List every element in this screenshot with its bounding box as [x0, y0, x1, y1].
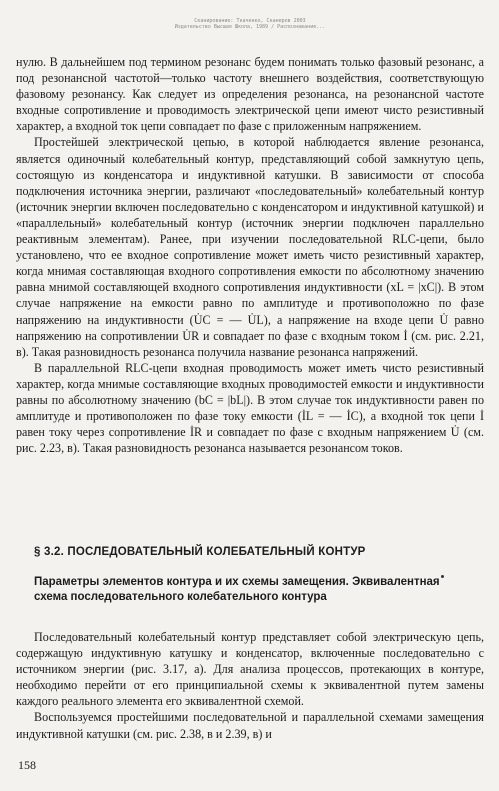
section-text: [16, 629, 484, 742]
page-number: 158: [18, 758, 36, 772]
paragraph-4: Последовательный колебательный контур представляет собой электрическую цепь, содержащую индуктивную катушку и конденсатор, включенные последовательно с источником энергии (рис. 3.17, а). Для анализа процессов, протекающих в контуре, необходимо перейти от его принципиальной схемы к эквивалентной путем замены каждого реального элемента его эквивалентной схемой.: [16, 630, 484, 709]
scan-watermark: [150, 18, 350, 30]
watermark-line-2: Издательство Высшая Школа, 1989 / Распознавание...: [174, 24, 326, 30]
paragraph-5: Воспользуемся простейшими последовательной и параллельной схемами замещения индуктивной катушки (см. рис. 2.38, в и 2.39, в) и: [16, 710, 484, 741]
watermark-line-1: Сканирование: Ткаченко, Сканеров 2003: [194, 18, 306, 24]
main-text: [16, 54, 484, 456]
paragraph-2: Простейшей электрической цепью, в которой наблюдается явление резонанса, является одиночный колебательный контур, представляющий собой замкнутую цепь, состоящую из конденсатора и индуктивной катушки. В зависимости от способа подключения источника энергии, различают «последовательный» колебательный контур (источник энергии включен последовательно с конденсатором и индуктивной катушкой) и «параллельный» колебательный контур (источник энергии подключен параллельно реактивным элементам). Ранее, при изучении последовательной RLC-цепи, было установлено, что ее входное сопротивление может иметь чисто резистивный характер, когда мнимая составляющая входного сопротивления емкости по абсолютному значению равна мнимой составляющей входного сопротивления индуктивности (xL = |xC|). В этом случае напряжение на емкости равно по амплитуде и противоположно по фазе напряжению на индуктивности (U̇C = — U̇L), а напряжение на входе цепи U̇ равно напряжению на сопротивлении U̇R и совпадает по фазе с входным током İ (см. рис. 2.21, в). Такая разновидность резонанса получила название резонанса напряжений.: [16, 135, 484, 359]
section-heading: § 3.2. ПОСЛЕДОВАТЕЛЬНЫЙ КОЛЕБАТЕЛЬНЫЙ КОНТУР: [34, 546, 366, 558]
paragraph-3: В параллельной RLC-цепи входная проводимость может иметь чисто резистивный характер, когда мнимые составляющие входных проводимостей емкости и индуктивности равны по абсолютному значению (bC = |bL|). В этом случае ток индуктивности равен по амплитуде и противоположен по фазе току емкости (İL = — İC), а входной ток цепи İ равен току через сопротивление İR и совпадает по фазе с входным напряжением U̇ (см. рис. 2.23, в). Такая разновидность резонанса называется резонансом токов.: [16, 360, 484, 456]
subsection-heading: Параметры элементов контура и их схемы замещения. Эквивалентная схема последовательного колебательного контура: [34, 576, 440, 603]
paragraph-1: нулю. В дальнейшем под термином резонанс будем понимать только фазовый резонанс, а под резонансной частотой—только частоту внешнего воздействия, соответствующую фазовому резонансу. Как следует из определения резонанса, на резонансной частоте входные сопротивление и проводимость электрической цепи имеют чисто резистивный характер, а входной ток цепи совпадает по фазе с приложенным напряжением.: [16, 55, 484, 134]
